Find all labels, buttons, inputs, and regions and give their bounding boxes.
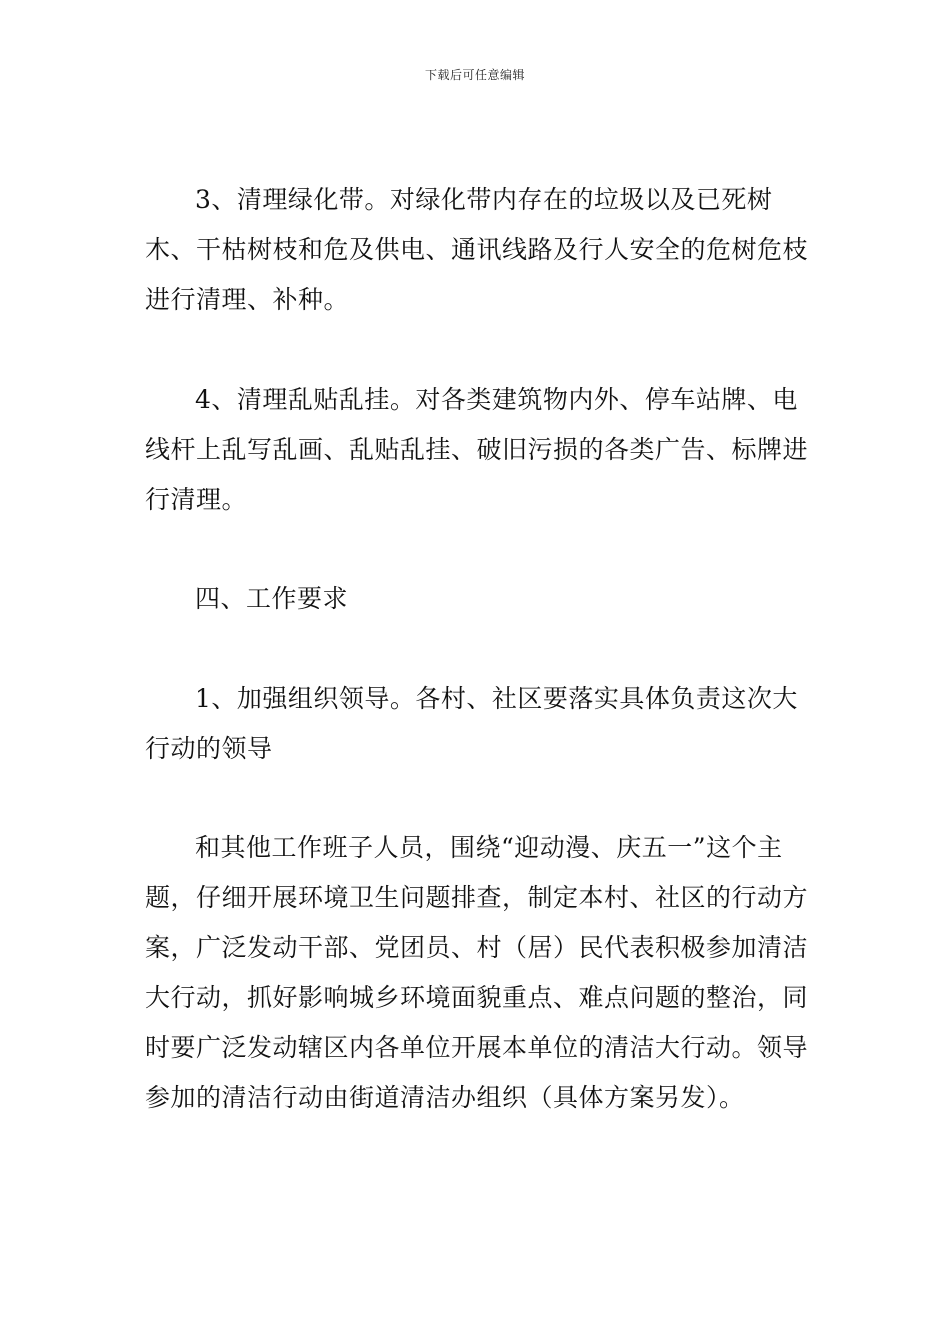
paragraph-clean-green-belt: 3、清理绿化带。对绿化带内存在的垃圾以及已死树木、干枯树枝和危及供电、通讯线路及行人安全的危树危枝进行清理、补种。 [145, 185, 809, 314]
page-header: 下载后可任意编辑 [424, 68, 525, 82]
section-heading-work-requirements: 四、工作要求 [195, 584, 349, 613]
paragraph-other-staff: 和其他工作班子人员，围绕“迎动漫、庆五一”这个主题，仔细开展环境卫生问题排查，制定本村、社区的行动方案，广泛发动干部、党团员、村（居）民代表积极参加清洁大行动，抓好影响城乡环境面貌重点、难点问题的整治，同时要广泛发动辖区内各单位开展本单位的清洁大行动。领导参加的清洁行动由街道清洁办组织（具体方案另发）。 [145, 833, 809, 1112]
paragraph-clean-posters: 4、清理乱贴乱挂。对各类建筑物内外、停车站牌、电线杆上乱写乱画、乱贴乱挂、破旧污损的各类广告、标牌进行清理。 [145, 385, 809, 514]
paragraph-strengthen-leadership: 1、加强组织领导。各村、社区要落实具体负责这次大行动的领导 [145, 684, 798, 763]
